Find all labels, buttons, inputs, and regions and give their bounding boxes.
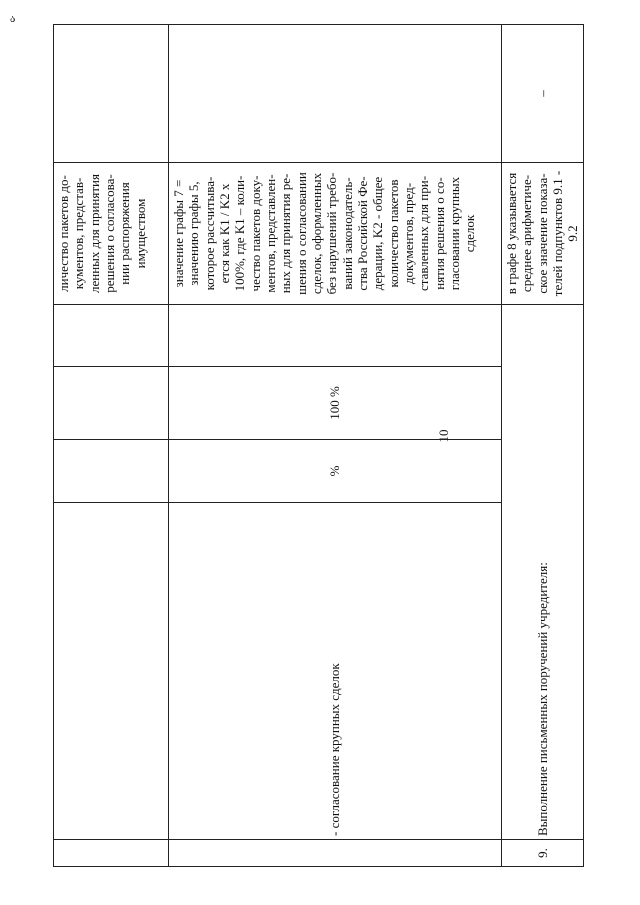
cell-number bbox=[54, 840, 169, 867]
cell-col5 bbox=[54, 305, 169, 367]
page-number: 10 bbox=[436, 429, 451, 443]
corner-mark: ა bbox=[10, 14, 16, 25]
cell-col8 bbox=[54, 25, 169, 163]
cell-number bbox=[502, 840, 584, 867]
table-row-major-deals bbox=[169, 25, 502, 867]
cell-target bbox=[169, 367, 502, 440]
cell-unit bbox=[169, 440, 502, 503]
cell-label bbox=[169, 503, 502, 840]
col8-text: в графе 8 указывается среднее арифметиче-ское значение показа-телей подпунктов 9.1 - 9.2 bbox=[504, 170, 581, 297]
row-number: 9. bbox=[534, 848, 550, 858]
cell-col8-text bbox=[502, 163, 584, 305]
cell-number bbox=[169, 840, 502, 867]
cell-method-text bbox=[169, 163, 502, 305]
unit-value: % bbox=[327, 465, 343, 477]
cell-col8 bbox=[169, 25, 502, 163]
indicator-text: личество пакетов до-кументов, представ-ленных для принятия решения о согласова-нии распоряжения имуществом bbox=[56, 174, 148, 293]
cell-dash bbox=[502, 25, 584, 163]
row-label: - согласование крупных сделок bbox=[327, 663, 343, 836]
indicators-table bbox=[53, 24, 584, 867]
row-label: Выполнение письменных поручений учредителя: bbox=[534, 562, 550, 836]
rotated-table-container bbox=[53, 25, 608, 867]
cell-label bbox=[502, 305, 584, 840]
table-row-9 bbox=[502, 25, 584, 867]
document-page bbox=[53, 25, 608, 867]
cell-label bbox=[54, 503, 169, 840]
table-row-continuation bbox=[54, 25, 169, 867]
cell-target bbox=[54, 367, 169, 440]
dash-value: – bbox=[534, 90, 550, 97]
method-text: значение графы 7 = значению графы 5, которое рассчитыва-ется как K1 / K2 x 100%, где K1 – коли-чество пакетов доку-ментов, представлен-ных для принятия ре-шения о согласовании сделок, оформленных без нарушений требо-ваний законодатель-ства Российской Фе-дерации, K2 - общее количество пакетов документов, пред-ставленных для при-нятия решения о со-гласовании крупных сделок bbox=[171, 172, 478, 295]
target-value: 100 % bbox=[327, 386, 343, 420]
cell-col5 bbox=[169, 305, 502, 367]
cell-indicator-text bbox=[54, 163, 169, 305]
cell-unit bbox=[54, 440, 169, 503]
